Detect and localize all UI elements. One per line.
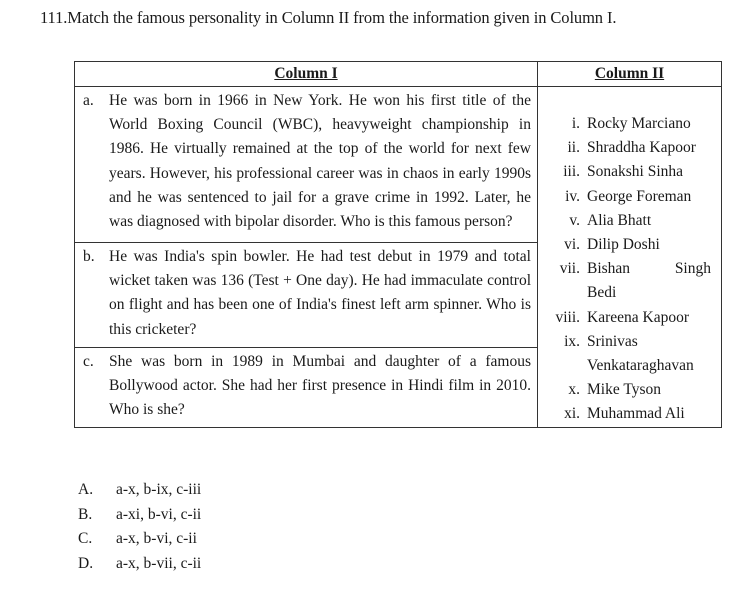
- option-text: a-x, b-ix, c-iii: [116, 481, 202, 498]
- question-stem: [40, 8, 616, 28]
- personality-item: [542, 209, 717, 233]
- statement-c-cell: [75, 348, 538, 428]
- question-number: 111.: [40, 8, 68, 27]
- personality-item: [542, 160, 717, 184]
- personality-item: [542, 402, 717, 426]
- statement-a: [83, 89, 531, 234]
- personality-name: Kareena Kapoor: [587, 308, 689, 326]
- personality-name: Mike Tyson: [587, 381, 661, 399]
- personality-number: iii.: [563, 163, 580, 181]
- option-label: A.: [78, 481, 94, 498]
- personality-number: i.: [571, 115, 580, 132]
- option-text: a-xi, b-vi, c-ii: [116, 505, 202, 523]
- column-1-header: Column I: [75, 62, 538, 87]
- personality-item: [542, 112, 717, 136]
- table-header-row: [75, 62, 722, 87]
- statement-label: c.: [83, 353, 94, 371]
- personality-item: [542, 330, 717, 354]
- personality-name: Shraddha Kapoor: [587, 139, 696, 157]
- statement-label: a.: [83, 92, 94, 109]
- personality-number: vi.: [564, 236, 580, 254]
- personality-number: x.: [568, 381, 580, 399]
- statement-text: He was born in 1966 in New York. He won his first title of the World Boxing Council (WBC), heavyweight championship in 1986. He virtually remained at the top of the world for next few years. However, his professional career was in chaos in early 1990s and he was sentenced to jail for a grave crime in 1992. Later, he was diagnosed with bipolar disorder. Who is this famous person?: [109, 92, 531, 231]
- statement-text: She was born in 1989 in Mumbai and daughter of a famous Bollywood actor. She had her first presence in Hindi film in 2010. Who is she?: [109, 353, 531, 419]
- personality-number: ii.: [567, 139, 580, 157]
- option-text: a-x, b-vi, c-ii: [116, 530, 197, 547]
- personality-number: vii.: [559, 260, 580, 278]
- personality-number: xi.: [564, 405, 580, 423]
- personality-name-part: Bishan: [587, 260, 631, 278]
- personality-item: [542, 378, 717, 402]
- personality-item: [542, 257, 717, 281]
- statement-a-cell: [75, 87, 538, 243]
- personality-name-part: Srinivas: [587, 332, 638, 350]
- option-text: a-x, b-vii, c-ii: [116, 554, 202, 572]
- option-label: C.: [78, 530, 93, 547]
- personality-name-part: Singh: [674, 260, 711, 278]
- personality-name: Sonakshi Sinha: [587, 163, 684, 181]
- personality-name: Muhammad Ali: [587, 405, 685, 423]
- personality-item-continuation: [542, 281, 717, 305]
- personality-name: [587, 257, 717, 281]
- answer-option-c[interactable]: [78, 527, 201, 552]
- answer-option-a[interactable]: [78, 478, 201, 503]
- statement-b: [83, 245, 531, 342]
- personality-item: [542, 136, 717, 160]
- personality-number: iv.: [565, 187, 580, 205]
- answer-options: [78, 478, 201, 576]
- personality-name-part: Bedi: [587, 284, 617, 302]
- statement-b-cell: [75, 243, 538, 348]
- answer-option-d[interactable]: [78, 552, 201, 577]
- option-label: B.: [78, 505, 93, 523]
- personality-name-part: Venkataraghavan: [587, 357, 694, 375]
- personality-item: [542, 306, 717, 330]
- personality-number: ix.: [564, 332, 580, 350]
- personality-name: George Foreman: [587, 187, 692, 205]
- personality-item: [542, 233, 717, 257]
- personality-name: Rocky Marciano: [587, 115, 691, 132]
- column-2-header: Column II: [538, 62, 722, 87]
- personality-number: viii.: [555, 308, 580, 326]
- statement-text: He was India's spin bowler. He had test debut in 1979 and total wicket taken was 136 (Test + One day). He had immaculate control on flight and has been one of India's finest left arm spinner. Who is this cricketer?: [109, 248, 531, 338]
- match-table: [74, 61, 722, 428]
- personality-item-continuation: [542, 354, 717, 378]
- question-text: Match the famous personality in Column II from the information given in Column I.: [67, 8, 617, 27]
- personality-name: Dilip Doshi: [587, 236, 660, 254]
- personality-list-cell: [538, 87, 722, 428]
- answer-option-b[interactable]: [78, 503, 201, 528]
- table-row: [75, 87, 722, 243]
- statement-label: b.: [83, 248, 95, 265]
- personality-number: v.: [569, 211, 580, 229]
- personality-item: [542, 185, 717, 209]
- option-label: D.: [78, 554, 94, 572]
- personality-name: Alia Bhatt: [587, 211, 652, 229]
- statement-c: [83, 350, 531, 423]
